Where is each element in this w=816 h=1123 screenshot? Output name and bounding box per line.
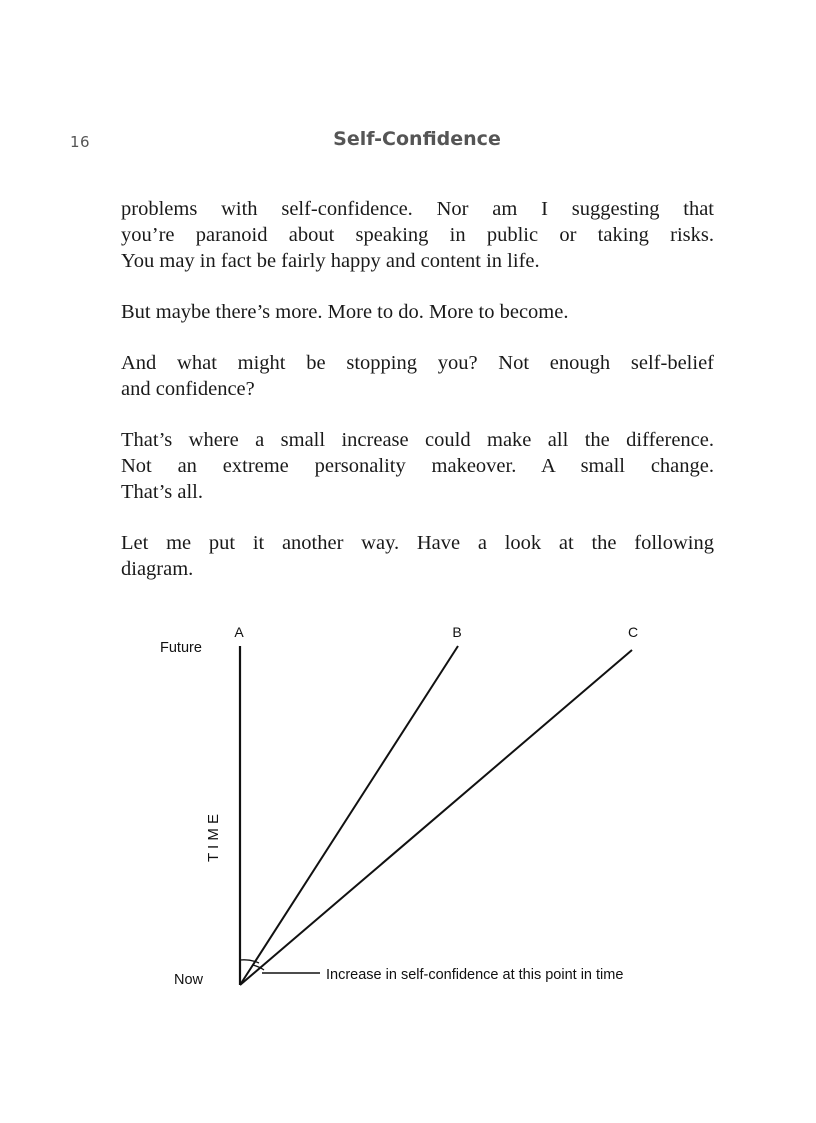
now-label: Now	[174, 972, 204, 988]
label-c: C	[627, 624, 639, 640]
annotation-text: Increase in self-confidence at this point in time	[326, 967, 624, 983]
page-number: 16	[70, 133, 91, 151]
time-axis-label: T I M E	[205, 813, 222, 862]
text-line: And what might be stopping you? Not enough self-belief	[121, 352, 714, 374]
confidence-diagram	[0, 600, 816, 1020]
text-line: problems with self-confidence. Nor am I suggesting that	[121, 198, 714, 220]
text-line: diagram.	[121, 558, 194, 580]
text-line: You may in fact be fairly happy and content in life.	[121, 250, 540, 272]
diagram-svg	[0, 600, 816, 1020]
paragraph-3	[121, 350, 714, 402]
label-b: B	[452, 624, 462, 640]
future-label: Future	[160, 640, 202, 656]
label-a: A	[234, 624, 244, 640]
text-line: you’re paranoid about speaking in public or taking risks.	[121, 224, 714, 246]
line-c	[240, 650, 632, 985]
line-b	[240, 646, 458, 985]
paragraph-1	[121, 196, 714, 274]
text-line: But maybe there’s more. More to do. More to become.	[121, 301, 569, 323]
text-line: Not an extreme personality makeover. A small change.	[121, 455, 714, 477]
text-line: Let me put it another way. Have a look at the following	[121, 532, 714, 554]
paragraph-4	[121, 427, 714, 505]
running-title: Self-Confidence	[333, 128, 501, 150]
body-text	[121, 196, 714, 607]
text-line: That’s all.	[121, 481, 203, 503]
paragraph-5	[121, 530, 714, 582]
text-line: and confidence?	[121, 378, 255, 400]
text-line: That’s where a small increase could make all the difference.	[121, 429, 714, 451]
paragraph-2	[121, 299, 714, 325]
